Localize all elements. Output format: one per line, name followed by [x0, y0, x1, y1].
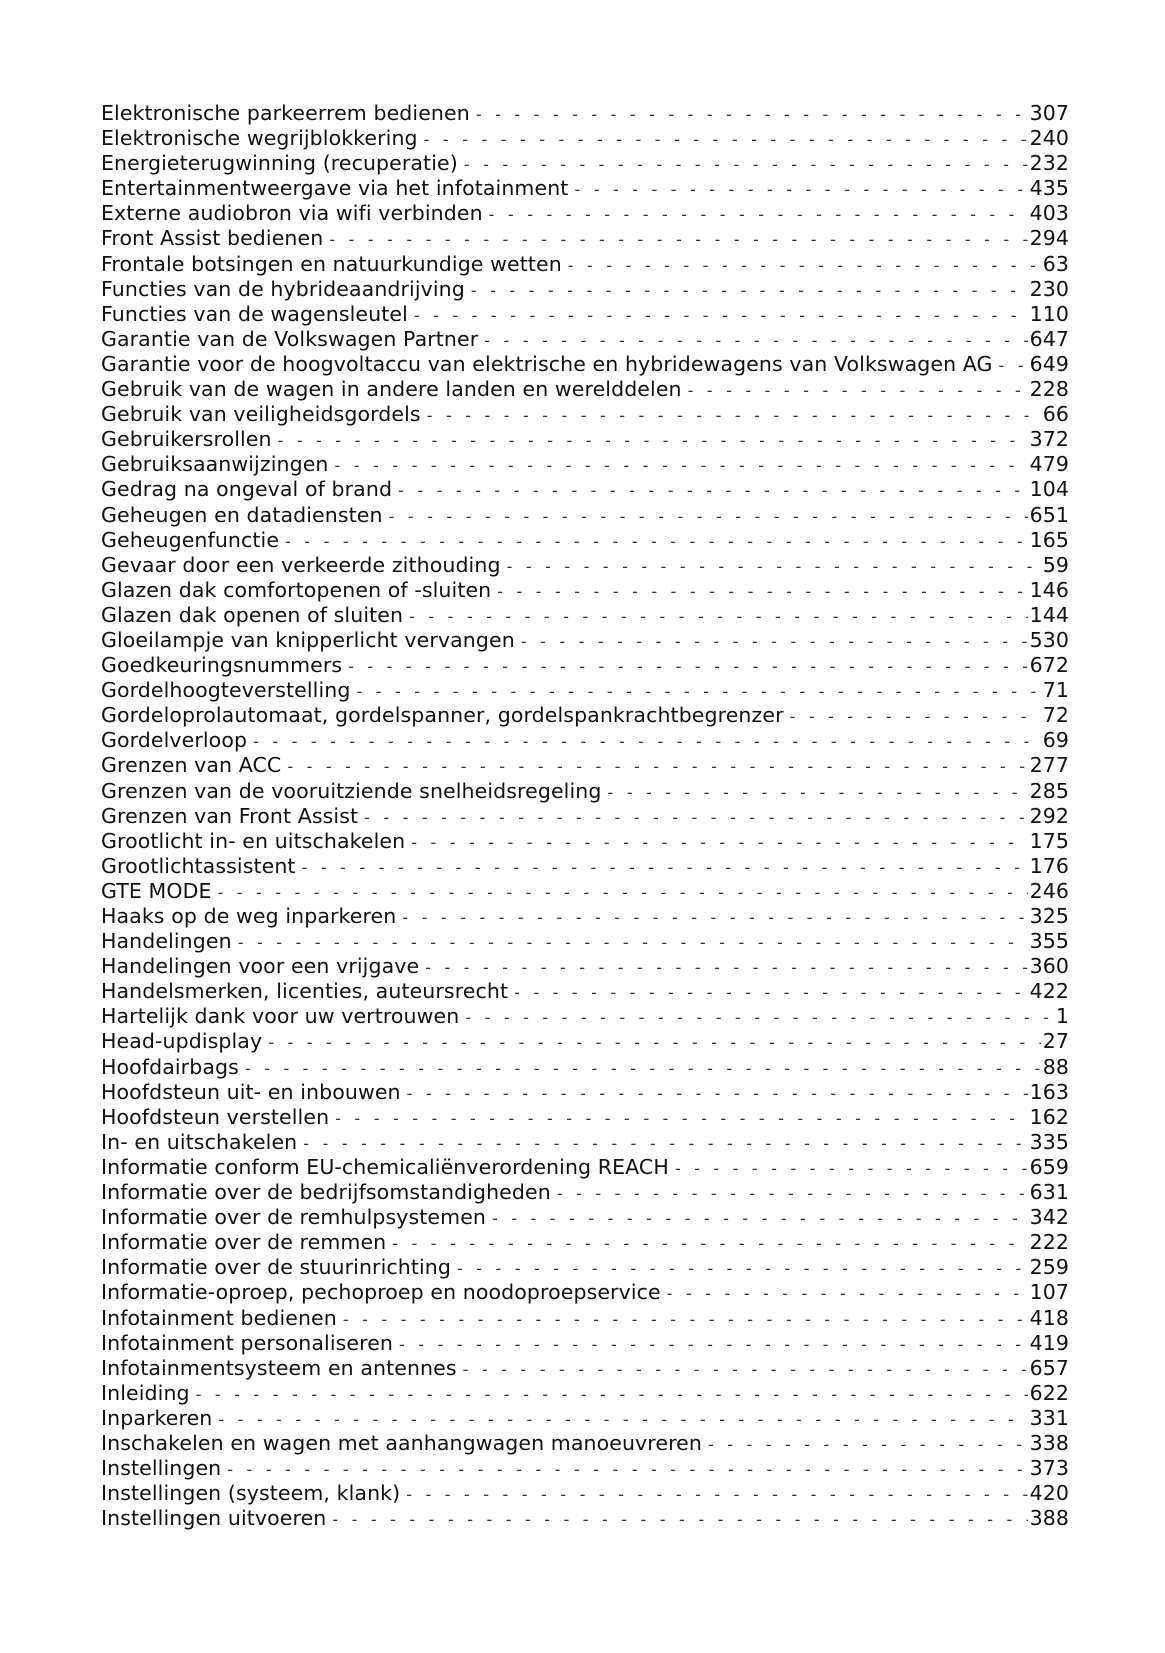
- dot-leader: [389, 504, 1028, 529]
- index-entry-title: Frontale botsingen en natuurkundige wetten: [101, 251, 562, 276]
- index-entry[interactable]: [101, 578, 1069, 603]
- dot-leader: [238, 930, 1028, 955]
- index-entry-page: 175: [1029, 828, 1069, 853]
- index-entry-page: 63: [1042, 251, 1069, 276]
- index-entry[interactable]: [101, 503, 1069, 528]
- dot-leader: [409, 604, 1028, 629]
- index-entry-title: Handelsmerken, licenties, auteursrecht: [101, 979, 509, 1004]
- index-entry-title: Informatie over de remhulpsystemen: [101, 1205, 487, 1230]
- index-entry-page: 222: [1029, 1230, 1069, 1255]
- index-entry-page: 66: [1042, 402, 1069, 427]
- index-entry-page: 107: [1029, 1280, 1069, 1305]
- index-entry[interactable]: [101, 678, 1069, 703]
- index-entry[interactable]: [101, 653, 1069, 678]
- index-entry-page: 372: [1029, 427, 1069, 452]
- index-entry-title: Handelingen voor een vrijgave: [101, 954, 420, 979]
- index-entry-title: Gebruik van veiligheidsgordels: [101, 402, 421, 427]
- dot-leader: [514, 980, 1027, 1005]
- index-entry-page: 418: [1029, 1305, 1069, 1330]
- dot-leader: [303, 1131, 1027, 1156]
- index-entry[interactable]: [101, 753, 1069, 778]
- index-entry-title: Instellingen (systeem, klank): [101, 1481, 401, 1506]
- dot-leader: [521, 629, 1028, 654]
- dot-leader: [999, 353, 1028, 378]
- index-entry-page: 647: [1029, 326, 1069, 351]
- dot-leader: [574, 177, 1027, 202]
- index-entry-page: 631: [1029, 1180, 1069, 1205]
- index-entry-title: Haaks op de weg inparkeren: [101, 904, 397, 928]
- index-entry[interactable]: [101, 954, 1069, 979]
- index-entry-page: 232: [1029, 151, 1069, 176]
- dot-leader: [507, 554, 1041, 579]
- dot-leader: [476, 102, 1028, 127]
- index-entry[interactable]: [101, 779, 1069, 804]
- index-entry-title: Elektronische parkeerrem bedienen: [101, 101, 470, 125]
- dot-leader: [278, 428, 1028, 453]
- index-entry[interactable]: [101, 854, 1069, 879]
- dot-leader: [196, 1382, 1028, 1407]
- index-entry[interactable]: [101, 226, 1069, 251]
- index-entry[interactable]: [101, 352, 1069, 377]
- index-entry[interactable]: [101, 929, 1069, 954]
- dot-leader: [218, 1407, 1027, 1432]
- index-entry-page: 479: [1029, 452, 1069, 477]
- index-entry[interactable]: [101, 1331, 1069, 1356]
- index-entry[interactable]: [101, 728, 1069, 753]
- dot-leader: [406, 1482, 1027, 1507]
- dot-leader: [329, 227, 1027, 252]
- index-entry-title: Functies van de hybrideaandrijving: [101, 276, 465, 301]
- index-entry-title: Handelingen: [101, 929, 232, 954]
- index-entry-page: 355: [1029, 929, 1069, 954]
- dot-leader: [364, 805, 1027, 830]
- index-entry-title: Inleiding: [101, 1380, 190, 1405]
- index-entry-title: Gebruikersrollen: [101, 427, 272, 452]
- index-entry[interactable]: [101, 1080, 1069, 1105]
- index-entry[interactable]: [101, 201, 1069, 226]
- index-entry[interactable]: [101, 1280, 1069, 1305]
- index-entry[interactable]: [101, 477, 1069, 502]
- index-entry-page: 230: [1029, 276, 1069, 301]
- index-entry[interactable]: [101, 804, 1069, 829]
- dot-leader: [424, 127, 1028, 152]
- dot-leader: [392, 1231, 1027, 1256]
- index-entry-page: 307: [1029, 101, 1069, 125]
- index-entry-page: 246: [1029, 878, 1069, 903]
- index-entry[interactable]: [101, 1506, 1069, 1531]
- index-entry-title: Glazen dak comfortopenen of -sluiten: [101, 577, 492, 602]
- index-entry[interactable]: [101, 1029, 1069, 1054]
- index-entry-page: 259: [1029, 1255, 1069, 1280]
- index-entry-title: Infotainmentsysteem en antennes: [101, 1355, 457, 1380]
- index-entry[interactable]: [101, 1230, 1069, 1255]
- index-entry-page: 657: [1029, 1355, 1069, 1380]
- index-entry-title: Glazen dak openen of sluiten: [101, 602, 404, 627]
- index-entry[interactable]: [101, 1431, 1069, 1456]
- index-entry-page: 146: [1029, 577, 1069, 602]
- index-entry-page: 176: [1029, 853, 1069, 878]
- index-entry-title: Entertainmentweergave via het infotainment: [101, 176, 569, 201]
- dot-leader: [402, 905, 1027, 930]
- index-entry-page: 294: [1029, 226, 1069, 251]
- index-entry-page: 240: [1029, 126, 1069, 151]
- index-entry-title: Hoofdsteun uit- en inbouwen: [101, 1079, 401, 1104]
- index-entry[interactable]: [101, 1180, 1069, 1205]
- index-entry-page: 435: [1029, 176, 1069, 201]
- dot-leader: [464, 152, 1028, 177]
- index-entry-page: 59: [1042, 552, 1069, 577]
- index-entry-title: Grenzen van Front Assist: [101, 803, 359, 828]
- index-entry-title: Grootlicht in- en uitschakelen: [101, 828, 406, 853]
- index-entry-page: 1: [1055, 1004, 1069, 1029]
- index-entry[interactable]: [101, 979, 1069, 1004]
- index-entry-page: 422: [1029, 979, 1069, 1004]
- dot-leader: [407, 1081, 1028, 1106]
- dot-leader: [411, 830, 1027, 855]
- dot-leader: [667, 1281, 1028, 1306]
- index-entry-page: 277: [1029, 753, 1069, 778]
- index-entry-page: 104: [1029, 477, 1069, 502]
- index-entry-page: 659: [1029, 1154, 1069, 1179]
- dot-leader: [218, 880, 1028, 905]
- dot-leader: [343, 1307, 1028, 1332]
- index-entry-page: 88: [1042, 1054, 1069, 1079]
- index-entry-page: 373: [1029, 1456, 1069, 1481]
- index-entry-page: 335: [1029, 1129, 1069, 1154]
- index-entry-title: Grenzen van de vooruitziende snelheidsregeling: [101, 778, 602, 803]
- index-entry-title: Hoofdsteun verstellen: [101, 1104, 330, 1129]
- index-entry-page: 163: [1029, 1079, 1069, 1104]
- index-entry-page: 419: [1029, 1330, 1069, 1355]
- dot-leader: [268, 1030, 1041, 1055]
- index-entry[interactable]: [101, 1481, 1069, 1506]
- index-entry[interactable]: [101, 302, 1069, 327]
- dot-leader: [568, 253, 1041, 278]
- dot-leader: [427, 403, 1041, 428]
- index-entry[interactable]: [101, 1306, 1069, 1331]
- index-entry-page: 228: [1029, 377, 1069, 402]
- index-entry-page: 360: [1029, 954, 1069, 979]
- index-list: [101, 101, 1069, 1531]
- index-entry-title: Infotainment bedienen: [101, 1305, 337, 1330]
- dot-leader: [414, 303, 1028, 328]
- index-entry[interactable]: [101, 126, 1069, 151]
- dot-leader: [465, 1005, 1054, 1030]
- index-entry-page: 403: [1029, 201, 1069, 226]
- dot-leader: [675, 1156, 1028, 1181]
- index-entry-page: 110: [1029, 301, 1069, 326]
- dot-leader: [398, 478, 1028, 503]
- dot-leader: [287, 754, 1027, 779]
- index-entry-title: Informatie over de stuurinrichting: [101, 1255, 451, 1280]
- index-entry-title: Instellingen uitvoeren: [101, 1506, 327, 1531]
- dot-leader: [489, 202, 1028, 227]
- index-entry-title: Head-updisplay: [101, 1029, 263, 1054]
- index-entry[interactable]: [101, 427, 1069, 452]
- index-entry-page: 72: [1042, 703, 1069, 728]
- index-entry-title: Informatie over de remmen: [101, 1230, 387, 1255]
- index-entry-page: 165: [1029, 527, 1069, 552]
- index-entry-title: Elektronische wegrijblokkering: [101, 126, 418, 151]
- index-entry-page: 420: [1029, 1481, 1069, 1506]
- index-entry-title: Gebruiksaanwijzingen: [101, 452, 329, 477]
- index-entry-title: Functies van de wagensleutel: [101, 301, 408, 326]
- dot-leader: [607, 780, 1027, 805]
- dot-leader: [708, 1432, 1028, 1457]
- index-entry-page: 342: [1029, 1205, 1069, 1230]
- index-entry-title: Instellingen: [101, 1456, 222, 1481]
- index-entry-title: Geheugen en datadiensten: [101, 502, 383, 527]
- index-entry[interactable]: [101, 603, 1069, 628]
- index-entry-page: 27: [1042, 1029, 1069, 1054]
- index-entry[interactable]: [101, 1406, 1069, 1431]
- index-entry[interactable]: [101, 1055, 1069, 1080]
- index-entry-title: Goedkeuringsnummers: [101, 653, 343, 678]
- index-entry[interactable]: [101, 377, 1069, 402]
- index-entry[interactable]: [101, 904, 1069, 929]
- index-entry-title: GTE MODE: [101, 878, 212, 903]
- index-entry[interactable]: [101, 829, 1069, 854]
- index-entry[interactable]: [101, 703, 1069, 728]
- index-entry-title: Gordeloprolautomaat, gordelspanner, gordelspankrachtbegrenzer: [101, 703, 784, 728]
- index-entry[interactable]: [101, 176, 1069, 201]
- dot-leader: [335, 1106, 1027, 1131]
- index-entry-page: 69: [1042, 728, 1069, 753]
- index-entry-title: Hoofdairbags: [101, 1054, 239, 1079]
- index-entry-title: Infotainment personaliseren: [101, 1330, 394, 1355]
- index-entry[interactable]: [101, 1381, 1069, 1406]
- index-entry[interactable]: [101, 151, 1069, 176]
- index-entry[interactable]: [101, 1205, 1069, 1230]
- index-entry[interactable]: [101, 1456, 1069, 1481]
- index-entry[interactable]: [101, 528, 1069, 553]
- index-entry[interactable]: [101, 553, 1069, 578]
- dot-leader: [463, 1357, 1028, 1382]
- index-entry-title: Front Assist bedienen: [101, 226, 324, 251]
- index-entry[interactable]: [101, 1255, 1069, 1280]
- index-entry[interactable]: [101, 452, 1069, 477]
- index-entry[interactable]: [101, 252, 1069, 277]
- index-entry-title: Gebruik van de wagen in andere landen en werelddelen: [101, 377, 682, 402]
- dot-leader: [285, 529, 1028, 554]
- index-entry[interactable]: [101, 101, 1069, 126]
- index-entry[interactable]: [101, 277, 1069, 302]
- index-entry-title: Informatie conform EU-chemicaliënverordening REACH: [101, 1154, 669, 1179]
- index-entry-title: Energieterugwinning (recuperatie): [101, 151, 458, 176]
- dot-leader: [425, 955, 1027, 980]
- index-entry-page: 162: [1029, 1104, 1069, 1129]
- index-entry-title: Inparkeren: [101, 1405, 213, 1430]
- index-entry-title: Informatie-oproep, pechoproep en noodoproepservice: [101, 1280, 661, 1305]
- dot-leader: [557, 1181, 1028, 1206]
- index-entry[interactable]: [101, 1105, 1069, 1130]
- index-entry-title: Geheugenfunctie: [101, 527, 280, 552]
- index-entry-page: 651: [1029, 502, 1069, 527]
- dot-leader: [399, 1332, 1028, 1357]
- index-entry-page: 672: [1029, 653, 1069, 678]
- dot-leader: [457, 1256, 1028, 1281]
- index-entry-page: 622: [1029, 1380, 1069, 1405]
- index-entry-page: 331: [1029, 1405, 1069, 1430]
- index-entry[interactable]: [101, 1356, 1069, 1381]
- dot-leader: [492, 1206, 1028, 1231]
- index-entry-title: Gloeilampje van knipperlicht vervangen: [101, 627, 515, 652]
- dot-leader: [253, 729, 1041, 754]
- index-entry-page: 325: [1029, 904, 1069, 928]
- index-entry[interactable]: [101, 402, 1069, 427]
- index-entry-page: 530: [1029, 627, 1069, 652]
- dot-leader: [356, 679, 1040, 704]
- index-entry-page: 144: [1029, 602, 1069, 627]
- dot-leader: [497, 579, 1027, 604]
- index-entry-page: 71: [1042, 678, 1069, 703]
- index-entry-title: Garantie voor de hoogvoltaccu van elektrische en hybridewagens van Volkswagen AG: [101, 351, 993, 376]
- dot-leader: [348, 654, 1027, 679]
- index-entry-page: 388: [1029, 1506, 1069, 1531]
- index-entry-title: Gordelverloop: [101, 728, 248, 753]
- dot-leader: [227, 1457, 1027, 1482]
- dot-leader: [471, 278, 1028, 303]
- index-entry[interactable]: [101, 628, 1069, 653]
- index-entry[interactable]: [101, 1130, 1069, 1155]
- index-entry-page: 649: [1029, 351, 1069, 376]
- index-entry[interactable]: [101, 879, 1069, 904]
- dot-leader: [484, 328, 1027, 353]
- index-entry[interactable]: [101, 1004, 1069, 1029]
- dot-leader: [688, 378, 1028, 403]
- dot-leader: [302, 855, 1028, 880]
- index-entry-title: Informatie over de bedrijfsomstandigheden: [101, 1180, 551, 1205]
- index-entry-title: Garantie van de Volkswagen Partner: [101, 326, 479, 351]
- index-entry[interactable]: [101, 1155, 1069, 1180]
- index-entry-title: Hartelijk dank voor uw vertrouwen: [101, 1004, 460, 1029]
- index-entry-title: Gevaar door een verkeerde zithouding: [101, 552, 501, 577]
- index-entry-title: Grootlichtassistent: [101, 853, 296, 878]
- index-entry-title: Grenzen van ACC: [101, 753, 282, 778]
- index-entry-title: Externe audiobron via wifi verbinden: [101, 201, 483, 226]
- dot-leader: [332, 1507, 1027, 1532]
- index-entry[interactable]: [101, 327, 1069, 352]
- index-entry-page: 285: [1029, 778, 1069, 803]
- dot-leader: [790, 704, 1041, 729]
- index-entry-title: Inschakelen en wagen met aanhangwagen manoeuvreren: [101, 1430, 702, 1455]
- index-entry-page: 338: [1029, 1430, 1069, 1455]
- dot-leader: [245, 1056, 1041, 1081]
- dot-leader: [335, 453, 1028, 478]
- index-entry-page: 292: [1029, 803, 1069, 828]
- index-entry-title: Gedrag na ongeval of brand: [101, 477, 393, 502]
- index-entry-title: Gordelhoogteverstelling: [101, 678, 351, 703]
- index-entry-title: In- en uitschakelen: [101, 1129, 298, 1154]
